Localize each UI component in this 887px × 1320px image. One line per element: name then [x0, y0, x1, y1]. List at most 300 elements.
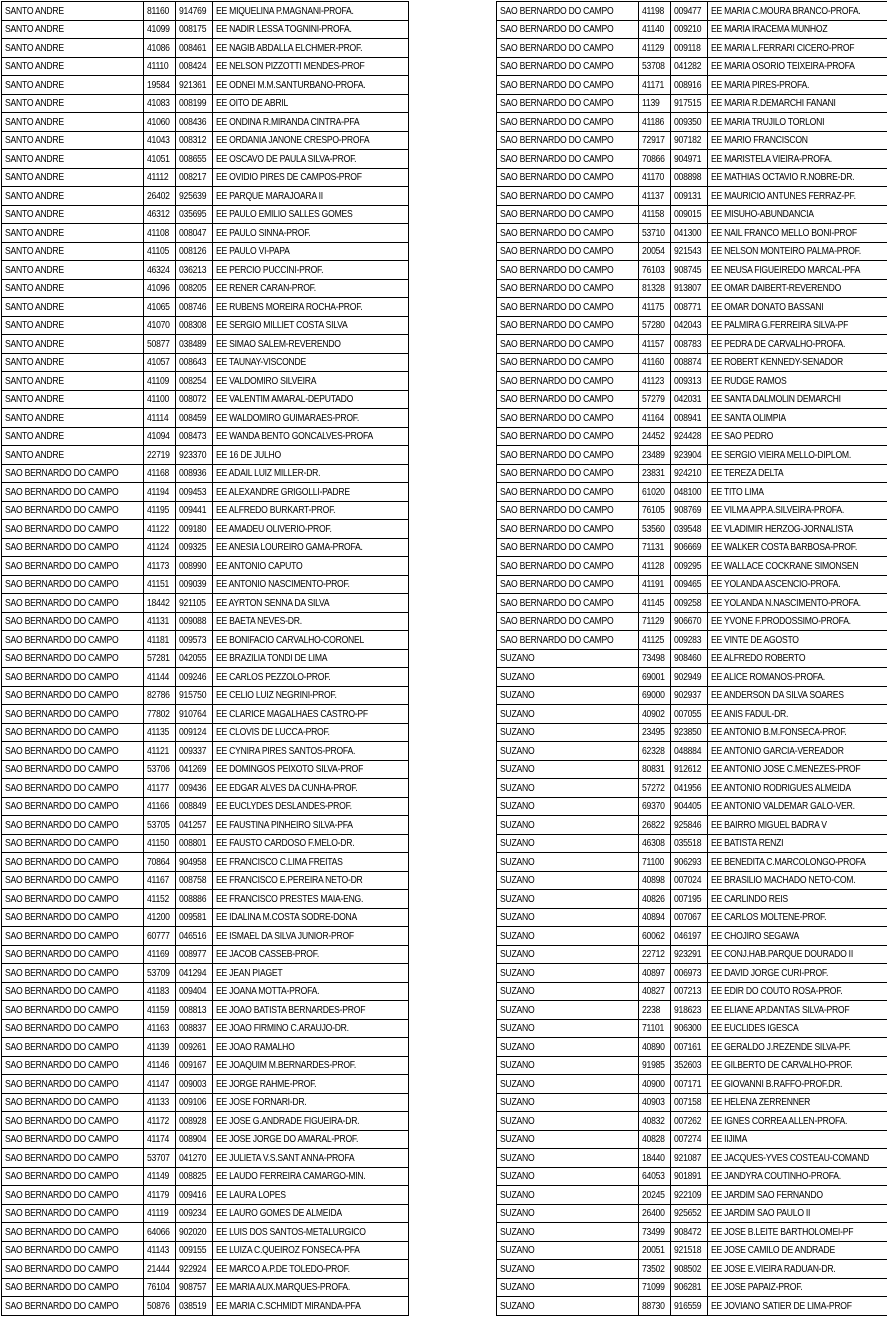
- school-name-text: EE LUIS DOS SANTOS-METALURGICO: [216, 1225, 367, 1238]
- table-row: [497, 834, 887, 853]
- school-name-text: EE RUDGE RAMOS: [711, 374, 787, 387]
- municipality-text: SUZANO: [500, 855, 535, 868]
- cie-code-cell: [176, 649, 213, 668]
- school-code-cell: [639, 501, 671, 520]
- municipality-text: SANTO ANDRE: [5, 41, 64, 54]
- school-name-cell: [213, 76, 409, 95]
- cie-code-cell: [671, 1260, 708, 1279]
- school-code-cell: [144, 853, 176, 872]
- table-row: [2, 150, 409, 169]
- cie-code-cell: [671, 1001, 708, 1020]
- school-name-text: EE PERCIO PUCCINI-PROF.: [216, 263, 324, 276]
- school-code-text: 50876: [147, 1299, 171, 1312]
- school-code-text: 41122: [147, 522, 170, 535]
- table-row: [497, 1260, 887, 1279]
- municipality-cell: [2, 446, 144, 465]
- municipality-text: SAO BERNARDO DO CAMPO: [500, 300, 614, 313]
- school-code-cell: [144, 390, 176, 409]
- table-row: [2, 94, 409, 113]
- school-name-cell: [213, 964, 409, 983]
- municipality-cell: [497, 150, 639, 169]
- cie-code-cell: [671, 187, 708, 206]
- school-name-text: EE BRASILIO MACHADO NETO-COM.: [711, 874, 856, 887]
- municipality-text: SUZANO: [500, 1077, 535, 1090]
- table-row: [497, 279, 887, 298]
- school-code-text: 22712: [642, 948, 666, 961]
- school-code-cell: [639, 631, 671, 650]
- school-name-cell: [708, 150, 887, 169]
- school-name-cell: [213, 927, 409, 946]
- school-name-cell: [708, 649, 887, 668]
- cie-code-text: 908757: [179, 1281, 207, 1294]
- cie-code-cell: [671, 927, 708, 946]
- school-name-cell: [708, 372, 887, 391]
- school-code-cell: [639, 1130, 671, 1149]
- municipality-text: SAO BERNARDO DO CAMPO: [5, 948, 119, 961]
- table-row: [497, 1278, 887, 1297]
- municipality-cell: [497, 594, 639, 613]
- school-code-cell: [144, 1019, 176, 1038]
- cie-code-cell: [176, 816, 213, 835]
- school-code-text: 46324: [147, 263, 171, 276]
- cie-code-cell: [176, 945, 213, 964]
- table-row: [2, 113, 409, 132]
- school-code-text: 41146: [147, 1059, 170, 1072]
- school-code-cell: [144, 446, 176, 465]
- school-code-cell: [144, 261, 176, 280]
- cie-code-cell: [671, 760, 708, 779]
- school-code-text: 64053: [642, 1170, 666, 1183]
- school-name-cell: [213, 113, 409, 132]
- school-code-cell: [144, 779, 176, 798]
- school-code-text: 40898: [642, 874, 666, 887]
- cie-code-text: 908472: [674, 1225, 702, 1238]
- municipality-cell: [497, 1260, 639, 1279]
- school-code-text: 20054: [642, 245, 666, 258]
- school-name-text: EE BAETA NEVES-DR.: [216, 615, 303, 628]
- school-name-cell: [213, 168, 409, 187]
- school-code-text: 81328: [642, 282, 666, 295]
- cie-code-text: 925846: [674, 818, 702, 831]
- school-code-cell: [144, 1260, 176, 1279]
- school-name-text: EE ISMAEL DA SILVA JUNIOR-PROF: [216, 929, 355, 942]
- school-code-text: 80831: [642, 763, 666, 776]
- table-row: [2, 242, 409, 261]
- cie-code-cell: [671, 742, 708, 761]
- school-name-cell: [213, 631, 409, 650]
- cie-code-text: 918623: [674, 1003, 702, 1016]
- school-name-cell: [213, 57, 409, 76]
- municipality-text: SAO BERNARDO DO CAMPO: [5, 1077, 119, 1090]
- municipality-text: SUZANO: [500, 1188, 535, 1201]
- municipality-cell: [497, 890, 639, 909]
- school-code-cell: [639, 982, 671, 1001]
- school-code-cell: [144, 686, 176, 705]
- municipality-text: SUZANO: [500, 707, 535, 720]
- municipality-cell: [497, 131, 639, 150]
- municipality-text: SAO BERNARDO DO CAMPO: [500, 152, 614, 165]
- cie-code-text: 352603: [674, 1059, 702, 1072]
- municipality-cell: [497, 409, 639, 428]
- cie-code-cell: [671, 686, 708, 705]
- municipality-text: SAO BERNARDO DO CAMPO: [500, 430, 614, 443]
- cie-code-text: 035518: [674, 837, 702, 850]
- table-row: [2, 446, 409, 465]
- municipality-cell: [497, 871, 639, 890]
- school-name-text: EE MARIA TRUJILO TORLONI: [711, 115, 825, 128]
- school-code-cell: [144, 298, 176, 317]
- school-code-cell: [144, 1204, 176, 1223]
- table-row: [497, 150, 887, 169]
- municipality-text: SAO BERNARDO DO CAMPO: [500, 78, 614, 91]
- school-name-cell: [708, 409, 887, 428]
- table-row: [2, 57, 409, 76]
- cie-code-cell: [176, 631, 213, 650]
- table-row: [2, 131, 409, 150]
- school-code-text: 41149: [147, 1170, 170, 1183]
- municipality-cell: [497, 1001, 639, 1020]
- school-name-cell: [708, 705, 887, 724]
- school-code-text: 2238: [642, 1003, 661, 1016]
- table-row: [497, 1019, 887, 1038]
- cie-code-cell: [176, 242, 213, 261]
- left-school-table: [1, 1, 409, 1316]
- municipality-text: SAO BERNARDO DO CAMPO: [5, 615, 119, 628]
- cie-code-text: 007171: [674, 1077, 702, 1090]
- school-name-cell: [213, 723, 409, 742]
- municipality-cell: [497, 76, 639, 95]
- school-name-cell: [213, 224, 409, 243]
- cie-code-cell: [176, 705, 213, 724]
- municipality-text: SAO BERNARDO DO CAMPO: [5, 522, 119, 535]
- municipality-text: SAO BERNARDO DO CAMPO: [500, 337, 614, 350]
- table-row: [497, 760, 887, 779]
- school-name-cell: [708, 1278, 887, 1297]
- school-code-text: 64066: [147, 1225, 171, 1238]
- school-code-cell: [639, 131, 671, 150]
- right-school-table: [496, 1, 887, 1316]
- table-row: [2, 705, 409, 724]
- school-name-cell: [213, 242, 409, 261]
- school-code-text: 41123: [642, 374, 665, 387]
- school-code-text: 76104: [147, 1281, 171, 1294]
- school-name-cell: [213, 594, 409, 613]
- school-name-text: EE ANTONIO JOSE C.MENEZES-PROF: [711, 763, 861, 776]
- school-name-cell: [213, 1241, 409, 1260]
- school-name-text: EE CARLOS MOLTENE-PROF.: [711, 911, 827, 924]
- cie-code-cell: [176, 20, 213, 39]
- municipality-cell: [2, 131, 144, 150]
- cie-code-cell: [176, 76, 213, 95]
- municipality-cell: [497, 168, 639, 187]
- cie-code-text: 921105: [179, 596, 206, 609]
- school-name-text: EE BONIFACIO CARVALHO-CORONEL: [216, 633, 365, 646]
- school-code-text: 69000: [642, 689, 666, 702]
- municipality-cell: [497, 372, 639, 391]
- cie-code-cell: [176, 316, 213, 335]
- school-name-text: EE JOAO BATISTA BERNARDES-PROF: [216, 1003, 366, 1016]
- school-name-cell: [213, 1019, 409, 1038]
- cie-code-cell: [671, 483, 708, 502]
- school-name-cell: [213, 834, 409, 853]
- school-name-text: EE JOSE JORGE DO AMARAL-PROF.: [216, 1133, 359, 1146]
- school-code-cell: [144, 131, 176, 150]
- school-code-cell: [639, 20, 671, 39]
- municipality-cell: [497, 1056, 639, 1075]
- municipality-cell: [2, 2, 144, 21]
- school-code-cell: [144, 372, 176, 391]
- cie-code-cell: [671, 1038, 708, 1057]
- cie-code-text: 009015: [674, 208, 702, 221]
- school-name-text: EE WALKER COSTA BARBOSA-PROF.: [711, 541, 858, 554]
- cie-code-cell: [671, 1167, 708, 1186]
- municipality-cell: [497, 501, 639, 520]
- municipality-cell: [497, 353, 639, 372]
- school-code-text: 41181: [147, 633, 170, 646]
- cie-code-text: 906669: [674, 541, 702, 554]
- school-code-text: 70864: [147, 855, 171, 868]
- school-name-text: EE MARIO FRANCISCON: [711, 134, 809, 147]
- municipality-text: SAO BERNARDO DO CAMPO: [5, 837, 119, 850]
- school-code-text: 1139: [642, 97, 660, 110]
- school-name-text: EE PARQUE MARAJOARA II: [216, 189, 324, 202]
- municipality-text: SUZANO: [500, 1151, 535, 1164]
- municipality-text: SAO BERNARDO DO CAMPO: [5, 689, 119, 702]
- cie-code-cell: [176, 1056, 213, 1075]
- table-row: [497, 1204, 887, 1223]
- school-name-cell: [708, 834, 887, 853]
- municipality-text: SANTO ANDRE: [5, 430, 64, 443]
- school-name-text: EE JOSE E.VIEIRA RADUAN-DR.: [711, 1262, 836, 1275]
- school-code-text: 71131: [642, 541, 665, 554]
- school-code-text: 61020: [642, 485, 666, 498]
- school-code-text: 41194: [147, 485, 170, 498]
- municipality-cell: [2, 575, 144, 594]
- table-row: [2, 39, 409, 58]
- school-name-text: EE PAULO SINNA-PROF.: [216, 226, 311, 239]
- municipality-text: SAO BERNARDO DO CAMPO: [500, 282, 614, 295]
- school-code-text: 40832: [642, 1114, 666, 1127]
- school-name-text: EE ANTONIO CAPUTO: [216, 559, 303, 572]
- school-code-text: 41159: [147, 1003, 170, 1016]
- school-code-cell: [639, 464, 671, 483]
- municipality-cell: [497, 483, 639, 502]
- school-name-text: EE MARIA PIRES-PROFA.: [711, 78, 810, 91]
- school-code-cell: [144, 1056, 176, 1075]
- municipality-cell: [2, 242, 144, 261]
- table-row: [2, 316, 409, 335]
- municipality-text: SAO BERNARDO DO CAMPO: [5, 1188, 119, 1201]
- municipality-text: SAO BERNARDO DO CAMPO: [5, 1225, 119, 1238]
- school-code-text: 41129: [642, 41, 665, 54]
- school-code-text: 41186: [642, 115, 665, 128]
- municipality-text: SUZANO: [500, 1133, 535, 1146]
- cie-code-text: 009124: [179, 726, 207, 739]
- school-name-cell: [213, 1038, 409, 1057]
- municipality-cell: [2, 168, 144, 187]
- municipality-text: SUZANO: [500, 874, 535, 887]
- school-name-cell: [708, 1056, 887, 1075]
- school-name-cell: [708, 242, 887, 261]
- cie-code-cell: [671, 779, 708, 798]
- cie-code-text: 008312: [179, 134, 207, 147]
- school-name-text: EE MARIA IRACEMA MUNHOZ: [711, 23, 828, 36]
- municipality-text: SAO BERNARDO DO CAMPO: [500, 448, 614, 461]
- school-name-text: EE SIMAO SALEM-REVERENDO: [216, 337, 342, 350]
- school-code-text: 41124: [147, 541, 170, 554]
- table-row: [2, 1278, 409, 1297]
- cie-code-text: 041294: [179, 966, 207, 979]
- table-row: [497, 1297, 887, 1316]
- school-name-cell: [708, 113, 887, 132]
- cie-code-cell: [671, 390, 708, 409]
- school-name-text: EE SANTA OLIMPIA: [711, 411, 787, 424]
- cie-code-text: 008205: [179, 282, 207, 295]
- table-row: [497, 594, 887, 613]
- school-name-text: EE BAIRRO MIGUEL BADRA V: [711, 818, 828, 831]
- cie-code-text: 908502: [674, 1262, 702, 1275]
- school-name-cell: [213, 1297, 409, 1316]
- school-code-cell: [639, 1278, 671, 1297]
- school-code-cell: [144, 57, 176, 76]
- table-row: [2, 908, 409, 927]
- table-row: [2, 1001, 409, 1020]
- municipality-cell: [2, 20, 144, 39]
- school-code-text: 69001: [642, 670, 666, 683]
- school-code-text: 41183: [147, 985, 170, 998]
- municipality-cell: [2, 150, 144, 169]
- table-row: [497, 464, 887, 483]
- school-code-cell: [639, 705, 671, 724]
- school-code-text: 41171: [642, 78, 665, 91]
- school-code-cell: [639, 2, 671, 21]
- municipality-text: SAO BERNARDO DO CAMPO: [5, 1114, 119, 1127]
- municipality-text: SUZANO: [500, 1281, 535, 1294]
- cie-code-text: 008254: [179, 374, 207, 387]
- school-name-cell: [213, 760, 409, 779]
- municipality-text: SUZANO: [500, 800, 535, 813]
- school-code-text: 53560: [642, 522, 666, 535]
- school-name-text: EE CHOJIRO SEGAWA: [711, 929, 800, 942]
- cie-code-cell: [671, 871, 708, 890]
- cie-code-cell: [176, 1019, 213, 1038]
- school-code-cell: [639, 1204, 671, 1223]
- cie-code-cell: [671, 242, 708, 261]
- school-name-text: EE VINTE DE AGOSTO: [711, 633, 800, 646]
- school-code-text: 50877: [147, 337, 171, 350]
- municipality-cell: [2, 631, 144, 650]
- school-name-cell: [708, 1186, 887, 1205]
- school-name-cell: [708, 742, 887, 761]
- municipality-cell: [2, 501, 144, 520]
- school-code-text: 41043: [147, 134, 171, 147]
- cie-code-cell: [671, 205, 708, 224]
- municipality-cell: [497, 1038, 639, 1057]
- school-code-text: 41144: [147, 670, 170, 683]
- school-code-cell: [639, 446, 671, 465]
- school-name-text: EE JARDIM SAO PAULO II: [711, 1207, 811, 1220]
- school-name-text: EE FRANCISCO PRESTES MAIA-ENG.: [216, 892, 364, 905]
- school-code-text: 41112: [147, 171, 169, 184]
- school-name-text: EE SANTA DALMOLIN DEMARCHI: [711, 393, 842, 406]
- school-code-cell: [639, 927, 671, 946]
- school-code-cell: [639, 1038, 671, 1057]
- cie-code-cell: [176, 1149, 213, 1168]
- cie-code-cell: [671, 427, 708, 446]
- school-name-text: EE ANTONIO B.M.FONSECA-PROF.: [711, 726, 847, 739]
- table-row: [2, 168, 409, 187]
- table-row: [2, 205, 409, 224]
- school-name-cell: [708, 982, 887, 1001]
- municipality-cell: [497, 242, 639, 261]
- municipality-cell: [2, 39, 144, 58]
- table-row: [2, 1204, 409, 1223]
- municipality-cell: [2, 908, 144, 927]
- municipality-text: SAO BERNARDO DO CAMPO: [5, 781, 119, 794]
- table-row: [2, 557, 409, 576]
- school-name-cell: [213, 446, 409, 465]
- school-code-text: 41158: [642, 208, 665, 221]
- cie-code-cell: [176, 612, 213, 631]
- cie-code-text: 923850: [674, 726, 702, 739]
- table-row: [497, 242, 887, 261]
- school-code-cell: [144, 94, 176, 113]
- cie-code-cell: [671, 945, 708, 964]
- cie-code-cell: [671, 1075, 708, 1094]
- school-code-cell: [144, 1038, 176, 1057]
- school-code-text: 60062: [642, 929, 666, 942]
- school-name-text: EE EDIR DO COUTO ROSA-PROF.: [711, 985, 843, 998]
- municipality-cell: [2, 871, 144, 890]
- cie-code-text: 048884: [674, 744, 702, 757]
- table-row: [2, 538, 409, 557]
- school-name-text: EE ODNEI M.M.SANTURBANO-PROFA.: [216, 78, 366, 91]
- cie-code-text: 006973: [674, 966, 702, 979]
- cie-code-text: 007161: [674, 1040, 702, 1053]
- table-row: [497, 1093, 887, 1112]
- school-code-text: 41128: [642, 559, 665, 572]
- municipality-text: SAO BERNARDO DO CAMPO: [5, 1281, 119, 1294]
- cie-code-cell: [176, 779, 213, 798]
- school-name-cell: [213, 427, 409, 446]
- school-code-text: 20245: [642, 1188, 666, 1201]
- municipality-text: SANTO ANDRE: [5, 300, 64, 313]
- table-row: [497, 1056, 887, 1075]
- cie-code-text: 008977: [179, 948, 207, 961]
- cie-code-text: 039548: [674, 522, 702, 535]
- cie-code-cell: [176, 1204, 213, 1223]
- municipality-cell: [497, 1223, 639, 1242]
- municipality-text: SAO BERNARDO DO CAMPO: [5, 504, 119, 517]
- school-name-cell: [708, 1241, 887, 1260]
- cie-code-cell: [671, 649, 708, 668]
- cie-code-cell: [671, 1093, 708, 1112]
- school-code-text: 41114: [147, 411, 169, 424]
- municipality-text: SUZANO: [500, 1059, 535, 1072]
- municipality-text: SAO BERNARDO DO CAMPO: [500, 319, 614, 332]
- municipality-text: SUZANO: [500, 837, 535, 850]
- municipality-cell: [497, 1186, 639, 1205]
- school-code-cell: [144, 205, 176, 224]
- table-row: [497, 205, 887, 224]
- table-row: [497, 631, 887, 650]
- school-code-cell: [144, 224, 176, 243]
- cie-code-cell: [671, 964, 708, 983]
- school-name-text: EE MATHIAS OCTAVIO R.NOBRE-DR.: [711, 171, 855, 184]
- school-code-cell: [639, 353, 671, 372]
- cie-code-text: 008813: [179, 1003, 207, 1016]
- table-row: [497, 1223, 887, 1242]
